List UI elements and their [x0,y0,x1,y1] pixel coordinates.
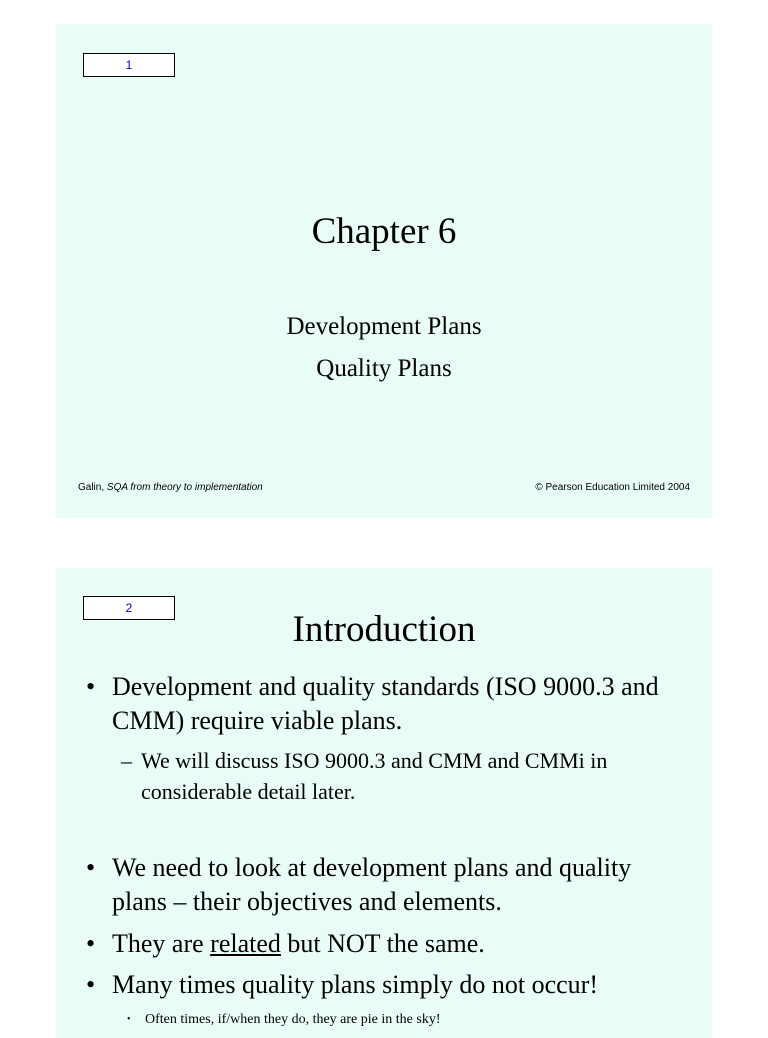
footer-copyright: © Pearson Education Limited 2004 [535,482,690,493]
bullet-marker: • [86,853,96,882]
sub-bullet-text: We will discuss ISO 9000.3 and CMM and CMMi in considerable detail later. [141,748,608,804]
bullet-text: Development and quality standards (ISO 9000.3 and CMM) require viable plans. [112,672,659,735]
dash-marker: – [121,748,132,773]
slide-2 [56,568,712,1038]
bullet-text: Many times quality plans simply do not occur! [112,970,598,999]
subtitle-quality-plans: Quality Plans [316,355,452,382]
footer-book-title: SQA from theory to implementation [106,482,263,493]
bullet-item [86,851,692,919]
footer-author: Galin, [78,482,107,493]
slide-number-box: 2 [83,596,175,620]
slide-1 [56,24,712,518]
bullet-item [86,927,692,961]
small-bullet-text: Often times, if/when they do, they are pie in the sky! [145,1012,441,1027]
bullet-marker: • [86,970,96,999]
bullet-marker: • [86,672,96,701]
bullet-item [86,670,692,738]
bullet-text-before: They are [112,929,211,958]
bullet-underlined-word: related [210,929,281,958]
slide-title: Introduction [292,609,476,650]
bullet-text-after: but NOT the same. [280,929,485,958]
slide-title: Chapter 6 [311,211,457,252]
subtitle-development-plans: Development Plans [286,313,482,340]
small-bullet-item [127,1011,665,1029]
bullet-marker: • [86,929,96,958]
bullet-marker: • [127,1014,131,1025]
slide-number-box: 1 [83,53,175,77]
sub-bullet-item [121,745,681,807]
bullet-text: We need to look at development plans and quality plans – their objectives and elements. [112,853,632,916]
footer-source [78,482,263,494]
bullet-item [86,968,692,1002]
